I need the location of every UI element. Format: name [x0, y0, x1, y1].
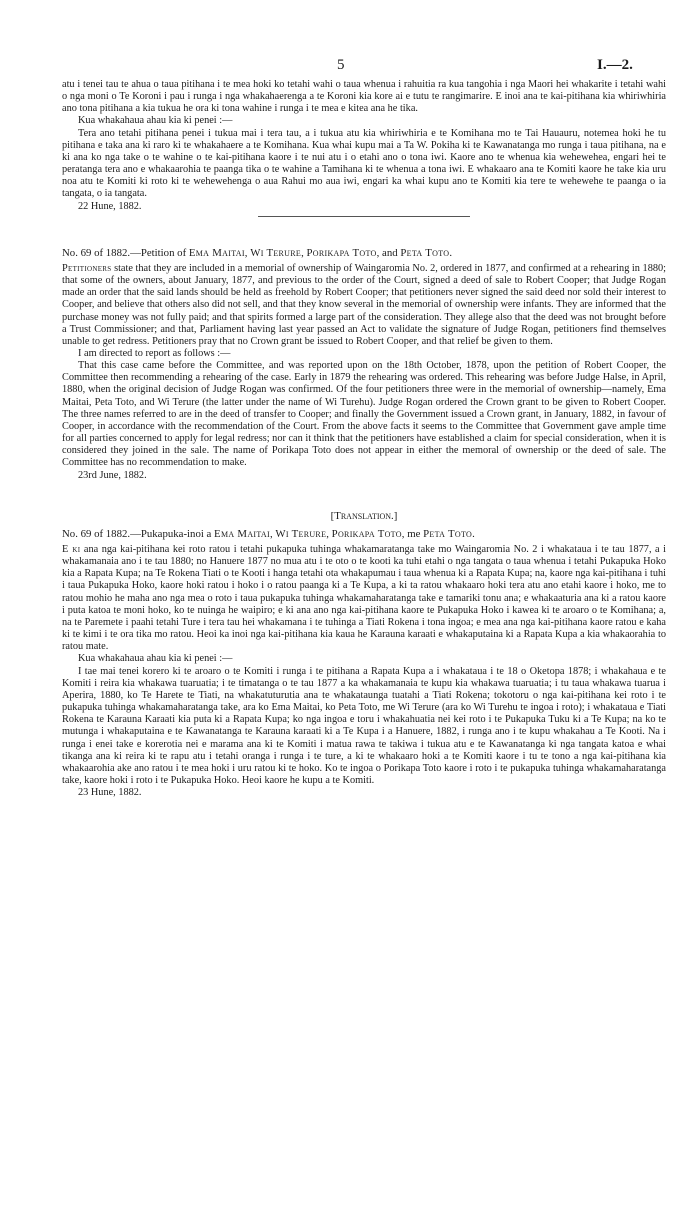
petitioner-name: Porikapa Toto	[306, 246, 377, 259]
page-number: 5	[337, 57, 345, 73]
petitioner-name: Ema Maitai	[214, 527, 270, 540]
directive-line: Kua whakahaua ahau kia ki penei :—	[78, 115, 233, 127]
section-divider	[62, 213, 666, 227]
document-reference: I.—2.	[597, 57, 633, 73]
petitioner-name: Peta Toto	[423, 527, 473, 540]
directive-line: I am directed to report as follows :—	[78, 347, 231, 359]
date-line: 23 Hune, 1882.	[78, 787, 142, 799]
date-line: 22 Hune, 1882.	[78, 200, 142, 212]
committee-report: I tae mai tenei korero ki te aroaro o te Komiti i runga i te pitihana a Rapata Kupa a i whakataua i te 18 o Oketopa 1878; i whakahaua e te Komiti i reira kia whakawa tuaruatia; i te timatanga o te tau 1877 a ka whakamanaia te kupu kia whakawa tuaruatia; i tu taua whakawa tuarua i Aperira, 1880, ko Te Harete te Tiati, na whakatuturutia ana te whakataunga tuatahi a Tiati Rokena; tokotoru o nga kai-pitihana kei roto i te pukapuka tuhinga whakamaharatanga take, ara ko Ema Maitai, ko Peta Toto, me Wi Terure (ara ko Wi Turehu te ingoa i roto); i whakataua e Tiati Rokena te Karauna Karaati kia puta ki a Rapata Kupa; ko nga ingoa e toru i whakahuatia nei kei roto i te Pukapuka Tuku ki a Te Kupa; na ko te mutunga i whakaputaina e te Kawanatanga te Karauna karaati ki a Te Kupa i a Hanuere, 1882, i runga ano i te kupu whakahau a Te Kooti. Na i runga i enei take e korerotia nei e marama ana ki te Komiti i matua rawa te takiwa i tukua atu e te Kawanatanga ki nga tangata katoa e whai tikanga ana ki reira ki te rapu atu i tetahi oranga i runga i te ture, a ki te whakaaro hoki a te Komiti kaore i tu te tono a nga kai-pitihana kia whakaarohia ake ano ratou i te mea hoki i uru ratou ki te hoko. Ko te ingoa o Porikapa Toto kaore i roto i te pukapuka tuhinga whakamaharatanga take, kaore hoki i roto i te Pukapuka Hoko. Heoi kaore he kupu a te Komiti.	[62, 665, 666, 786]
directive-line: Kua whakahaua ahau kia ki penei :—	[78, 653, 233, 665]
paragraph: Tera ano tetahi pitihana penei i tukua mai i tera tau, a i tukua atu kia whiriwhiria e te Komihana mo te Tai Hauauru, notemea hoki he tu pitihana e taka ana ki raro ki te whakahaere a te Komihana. Kua whai kupu mai a Ta W. Pokiha ki te Kawanatanga mo runga i taua pitihana, na e ki ana ko nga take o te wahine o te kai-pitihana kaore i te nui atu i o etahi ano o tona iwi. Kaore ano te whenua kia wehewehea, engari hei te peratanga tera ano e whakaarohia te paanga tika o te wahine a Tamihana ki te whenua a tona iwi. E whakaaro ana te Komiti kaore he take kia uru noa atu te Komiti ki roto ki te wehewehenga o aua Rahui mo aua iwi, engari ka whai kupu ano te Komiti kia tere te wehewehe te paanga o ia tangata, o ia tangata.	[62, 127, 666, 200]
petitioner-name: Porikapa Toto	[331, 527, 402, 540]
document-body	[62, 79, 666, 799]
translation-heading: [Translation.]	[330, 509, 398, 522]
petition-summary: E ki ana nga kai-pitihana kei roto ratou i tetahi pukapuka tuhinga whakamaratanga take mo Waingaromia No. 2 i whakataua i te tau 1877, a i whakamanaia ano i te tau 1880; no Hanuere 1877 no mua atu i te oto o te kooti ka tuhi etahi o nga tangata o taua whenua i tetahi Pukapuka Hoko kia a Rapata Kupa; na Te Rokena Tiati o te Kooti i hanga tetahi ota whakapumau i taua whenua ki a Rapata Kupa; na, kaore nga kai-pitihana i tuhi i taua Pukapuka Hoko, kaore hoki ratou i hoko i o ratou paanga ki a Te Kupa, a ki ta ratou whakaaro hoki tera atu ano etahi kaore i hoko, me to ratou mohio he maha ano nga mea o roto i taua pukapuka tuhinga whakamaharatanga take e tamariki tonu ana; e whakaaturia ana ki a ratou kaore i puta katoa te moni hoko, ko te nuinga he waipiro; e ki ana ano nga kai-pitihana kaore te Pukapuka Hoko i kawea ki te aroaro o te Komihana; a, na te Paremete i paahi tetahi Ture i tera tau hei whakamana i te tuhinga a Tiati Rokena i tona ingoa; e mea ana nga kai-pitihana kaore ratou e kaha ki te kimi i te ora tika mo ratou. Heoi ka inoi nga kai-pitihana kia kaua he Karauna karaati e whakaputaina ki a Rapata Kupa a kia whakaorahia to ratou mate.	[62, 544, 666, 653]
petition-title: No. 69 of 1882.—Petition of Ema Maitai, Wi Terure, Porikapa Toto, and Peta Toto.	[62, 246, 453, 259]
petitioner-name: Ema Maitai	[188, 246, 245, 259]
page-header	[0, 57, 700, 77]
committee-report: That this case came before the Committee, and was reported upon on the 18th October, 1878, upon the petition of Robert Cooper, the Committee then recommending a rehearing of the case. Early in 1879 the rehearing was ordered. This rehearing was before Judge Halse, in April, 1880, when the original decision of Judge Rogan was confirmed. Of the four petitioners three were in the memorial of ownership—namely, Ema Maitai, Peta Toto, and Wi Terure (the latter under the name of Wi Turehu). Judge Rogan ordered the Crown grant to be given to Robert Cooper. The three names referred to are in the deed of transfer to Cooper; and finally the Government issued a Crown grant, in January, 1882, in favour of Cooper, in accordance with the recommendation of the Court. From the above facts it seems to the Committee that Government gave ample time for all parties concerned to apply for legal redress; nor can it think that the petitioners have established a claim for special consideration, when it is considered they joined in the sale. The name of Porikapa Toto does not appear in either the memoral of ownership or the deed of sale. The Committee has no recommendation to make.	[62, 360, 666, 469]
date-line: 23rd June, 1882.	[78, 469, 147, 481]
petition-title: No. 69 of 1882.—Pukapuka-inoi a Ema Maitai, Wi Terure, Porikapa Toto, me Peta Toto.	[62, 527, 475, 540]
petitioner-name: Peta Toto	[400, 246, 450, 259]
paragraph: atu i tenei tau te ahua o taua pitihana i te mea hoki ko tetahi wahi o taua whenua i rahuitia ra kua tangohia i nga Maori hei whakarite i tetahi wahi o nga moni o Te Koroni i pau i runga i nga whakahaerenga a te Koroni kia kore ai e tutu te rangimarire. E inoi ana te kai-pitihana kia whiriwhiria ano tona pitihana a kia tukua he ora ki tona wahine i runga i te mea e kitea ana he tika.	[62, 79, 666, 115]
petitioner-name: Wi Terure	[275, 527, 327, 540]
petition-summary: Petitioners state that they are included in a memorial of ownership of Waingaromia No. 2, ordered in 1877, and confirmed at a rehearing in 1880; that some of the owners, about January, 1877, and previous to the order of the Court, signed a deed of sale to Robert Cooper; that Judge Rogan made an order that the said lands should be held as freehold by Robert Cooper; that petitioners never signed the said deed nor sold their interest to Cooper, and believe that others also did not sell, and that they know several in the memorial of ownership were infants. They are informed that the purchase money was not fully paid; and that spirits formed a large part of the consideration. They allege also that the deed was not brought before a Trust Commissioner; and that, Parliament having last year passed an Act to validate the signature of Judge Rogan, petitioners find themselves unable to get redress. Petitioners pray that no Crown grant be issued to Robert Cooper, and that relief be given to them.	[62, 262, 666, 347]
petitioner-name: Wi Terure	[250, 246, 302, 259]
